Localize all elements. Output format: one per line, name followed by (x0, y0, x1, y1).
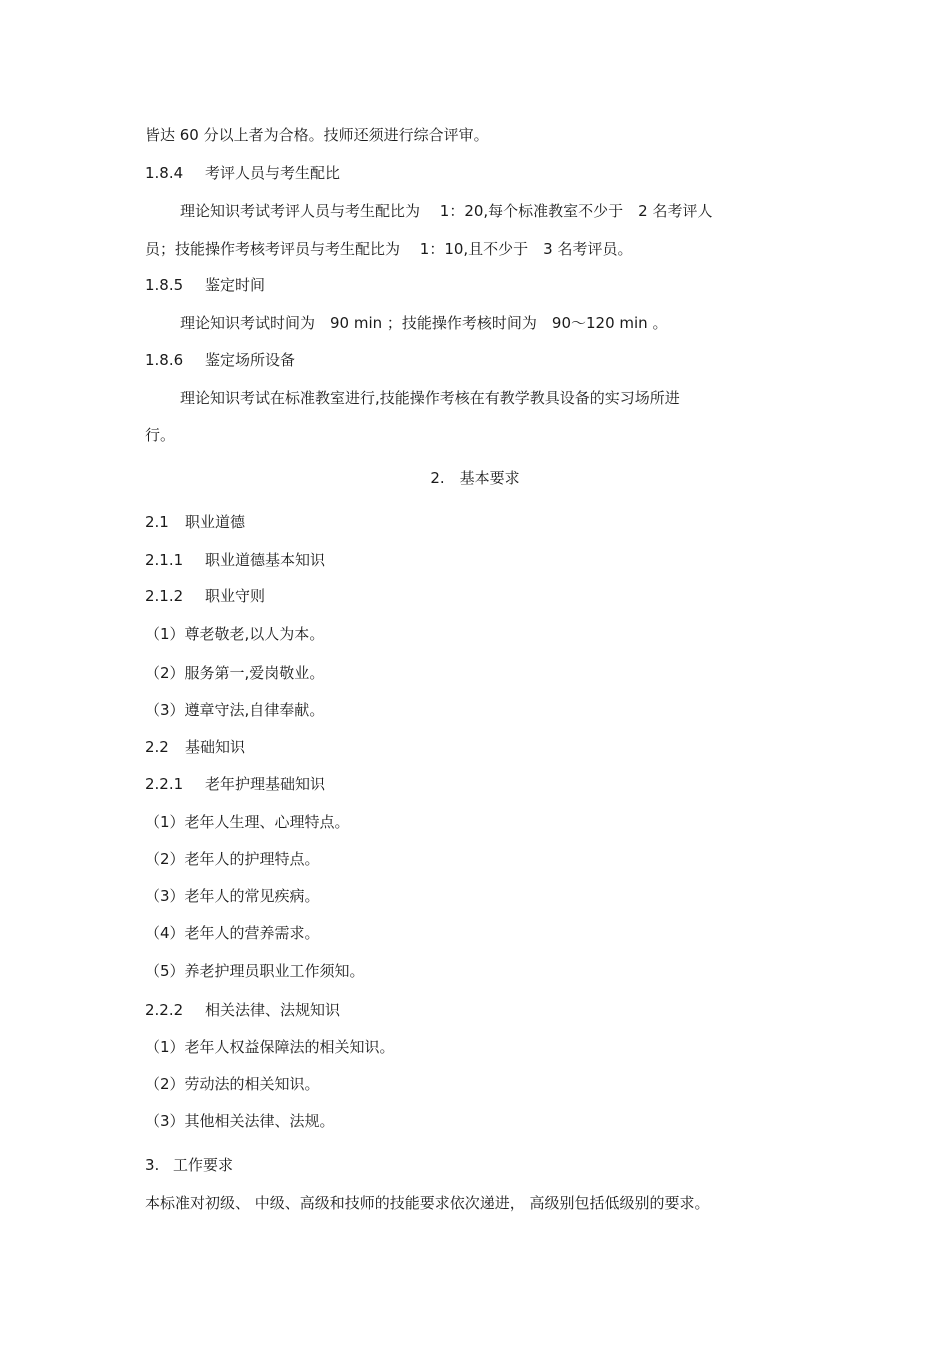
paragraph-ratio-line1: 理论知识考试考评人员与考生配比为 1：20,每个标准教室不少于 2 名考评人 (180, 202, 713, 220)
list-item: （5）养老护理员职业工作须知。 (145, 962, 365, 980)
section-title: 老年护理基础知识 (205, 775, 326, 793)
list-item: （3）遵章守法,自律奉献。 (145, 701, 325, 719)
section-title: 鉴定场所设备 (205, 351, 296, 369)
paragraph-venue-line1: 理论知识考试在标准教室进行,技能操作考核在有教学教具设备的实习场所进 (180, 389, 680, 407)
section-number: 2.1 (145, 513, 169, 531)
section-heading-2-1-1 (145, 550, 325, 570)
section-heading-2-2-2 (145, 1000, 340, 1020)
paragraph-pass-criteria: 皆达 60 分以上者为合格。技师还须进行综合评审。 (145, 126, 489, 144)
list-item: （1）尊老敬老,以人为本。 (145, 625, 325, 643)
chapter-title: 工作要求 (173, 1156, 234, 1174)
section-heading-2-2 (145, 737, 245, 757)
section-heading-1-8-4 (145, 163, 340, 183)
section-title: 职业守则 (205, 587, 266, 605)
section-title: 鉴定时间 (205, 276, 266, 294)
section-number: 2.2.1 (145, 775, 184, 793)
list-item: （3）其他相关法律、法规。 (145, 1112, 335, 1130)
paragraph-ratio-line2: 员；技能操作考核考评员与考生配比为 1：10,且不少于 3 名考评员。 (145, 240, 633, 258)
list-item: （4）老年人的营养需求。 (145, 924, 320, 942)
chapter-number: 3. (145, 1156, 160, 1174)
section-title: 相关法律、法规知识 (205, 1001, 341, 1019)
section-title: 职业道德基本知识 (205, 551, 326, 569)
section-title: 考评人员与考生配比 (205, 164, 341, 182)
list-item: （2）老年人的护理特点。 (145, 850, 320, 868)
section-heading-1-8-5 (145, 275, 265, 295)
list-item: （1）老年人生理、心理特点。 (145, 813, 350, 831)
list-item: （1）老年人权益保障法的相关知识。 (145, 1038, 395, 1056)
chapter-heading-3 (145, 1155, 233, 1175)
paragraph-work-requirements: 本标准对初级、 中级、高级和技师的技能要求依次递进， 高级别包括低级别的要求。 (145, 1194, 710, 1212)
section-number: 1.8.4 (145, 164, 184, 182)
list-item: （2）服务第一,爱岗敬业。 (145, 664, 325, 682)
section-heading-2-2-1 (145, 774, 325, 794)
paragraph-venue-line2: 行。 (145, 426, 176, 444)
section-title: 基础知识 (185, 738, 246, 756)
section-number: 2.1.2 (145, 587, 184, 605)
list-item: （3）老年人的常见疾病。 (145, 887, 320, 905)
section-heading-1-8-6 (145, 350, 295, 370)
section-title: 职业道德 (185, 513, 246, 531)
section-number: 2.1.1 (145, 551, 184, 569)
paragraph-exam-time: 理论知识考试时间为 90 min ；技能操作考核时间为 90～120 min 。 (180, 314, 668, 332)
chapter-heading-2 (0, 468, 950, 488)
chapter-title: 基本要求 (459, 469, 520, 487)
section-number: 1.8.6 (145, 351, 184, 369)
section-number: 2.2.2 (145, 1001, 184, 1019)
list-item: （2）劳动法的相关知识。 (145, 1075, 320, 1093)
section-number: 2.2 (145, 738, 169, 756)
chapter-number: 2. (430, 469, 445, 487)
section-heading-2-1-2 (145, 586, 265, 606)
section-number: 1.8.5 (145, 276, 184, 294)
section-heading-2-1 (145, 512, 245, 532)
